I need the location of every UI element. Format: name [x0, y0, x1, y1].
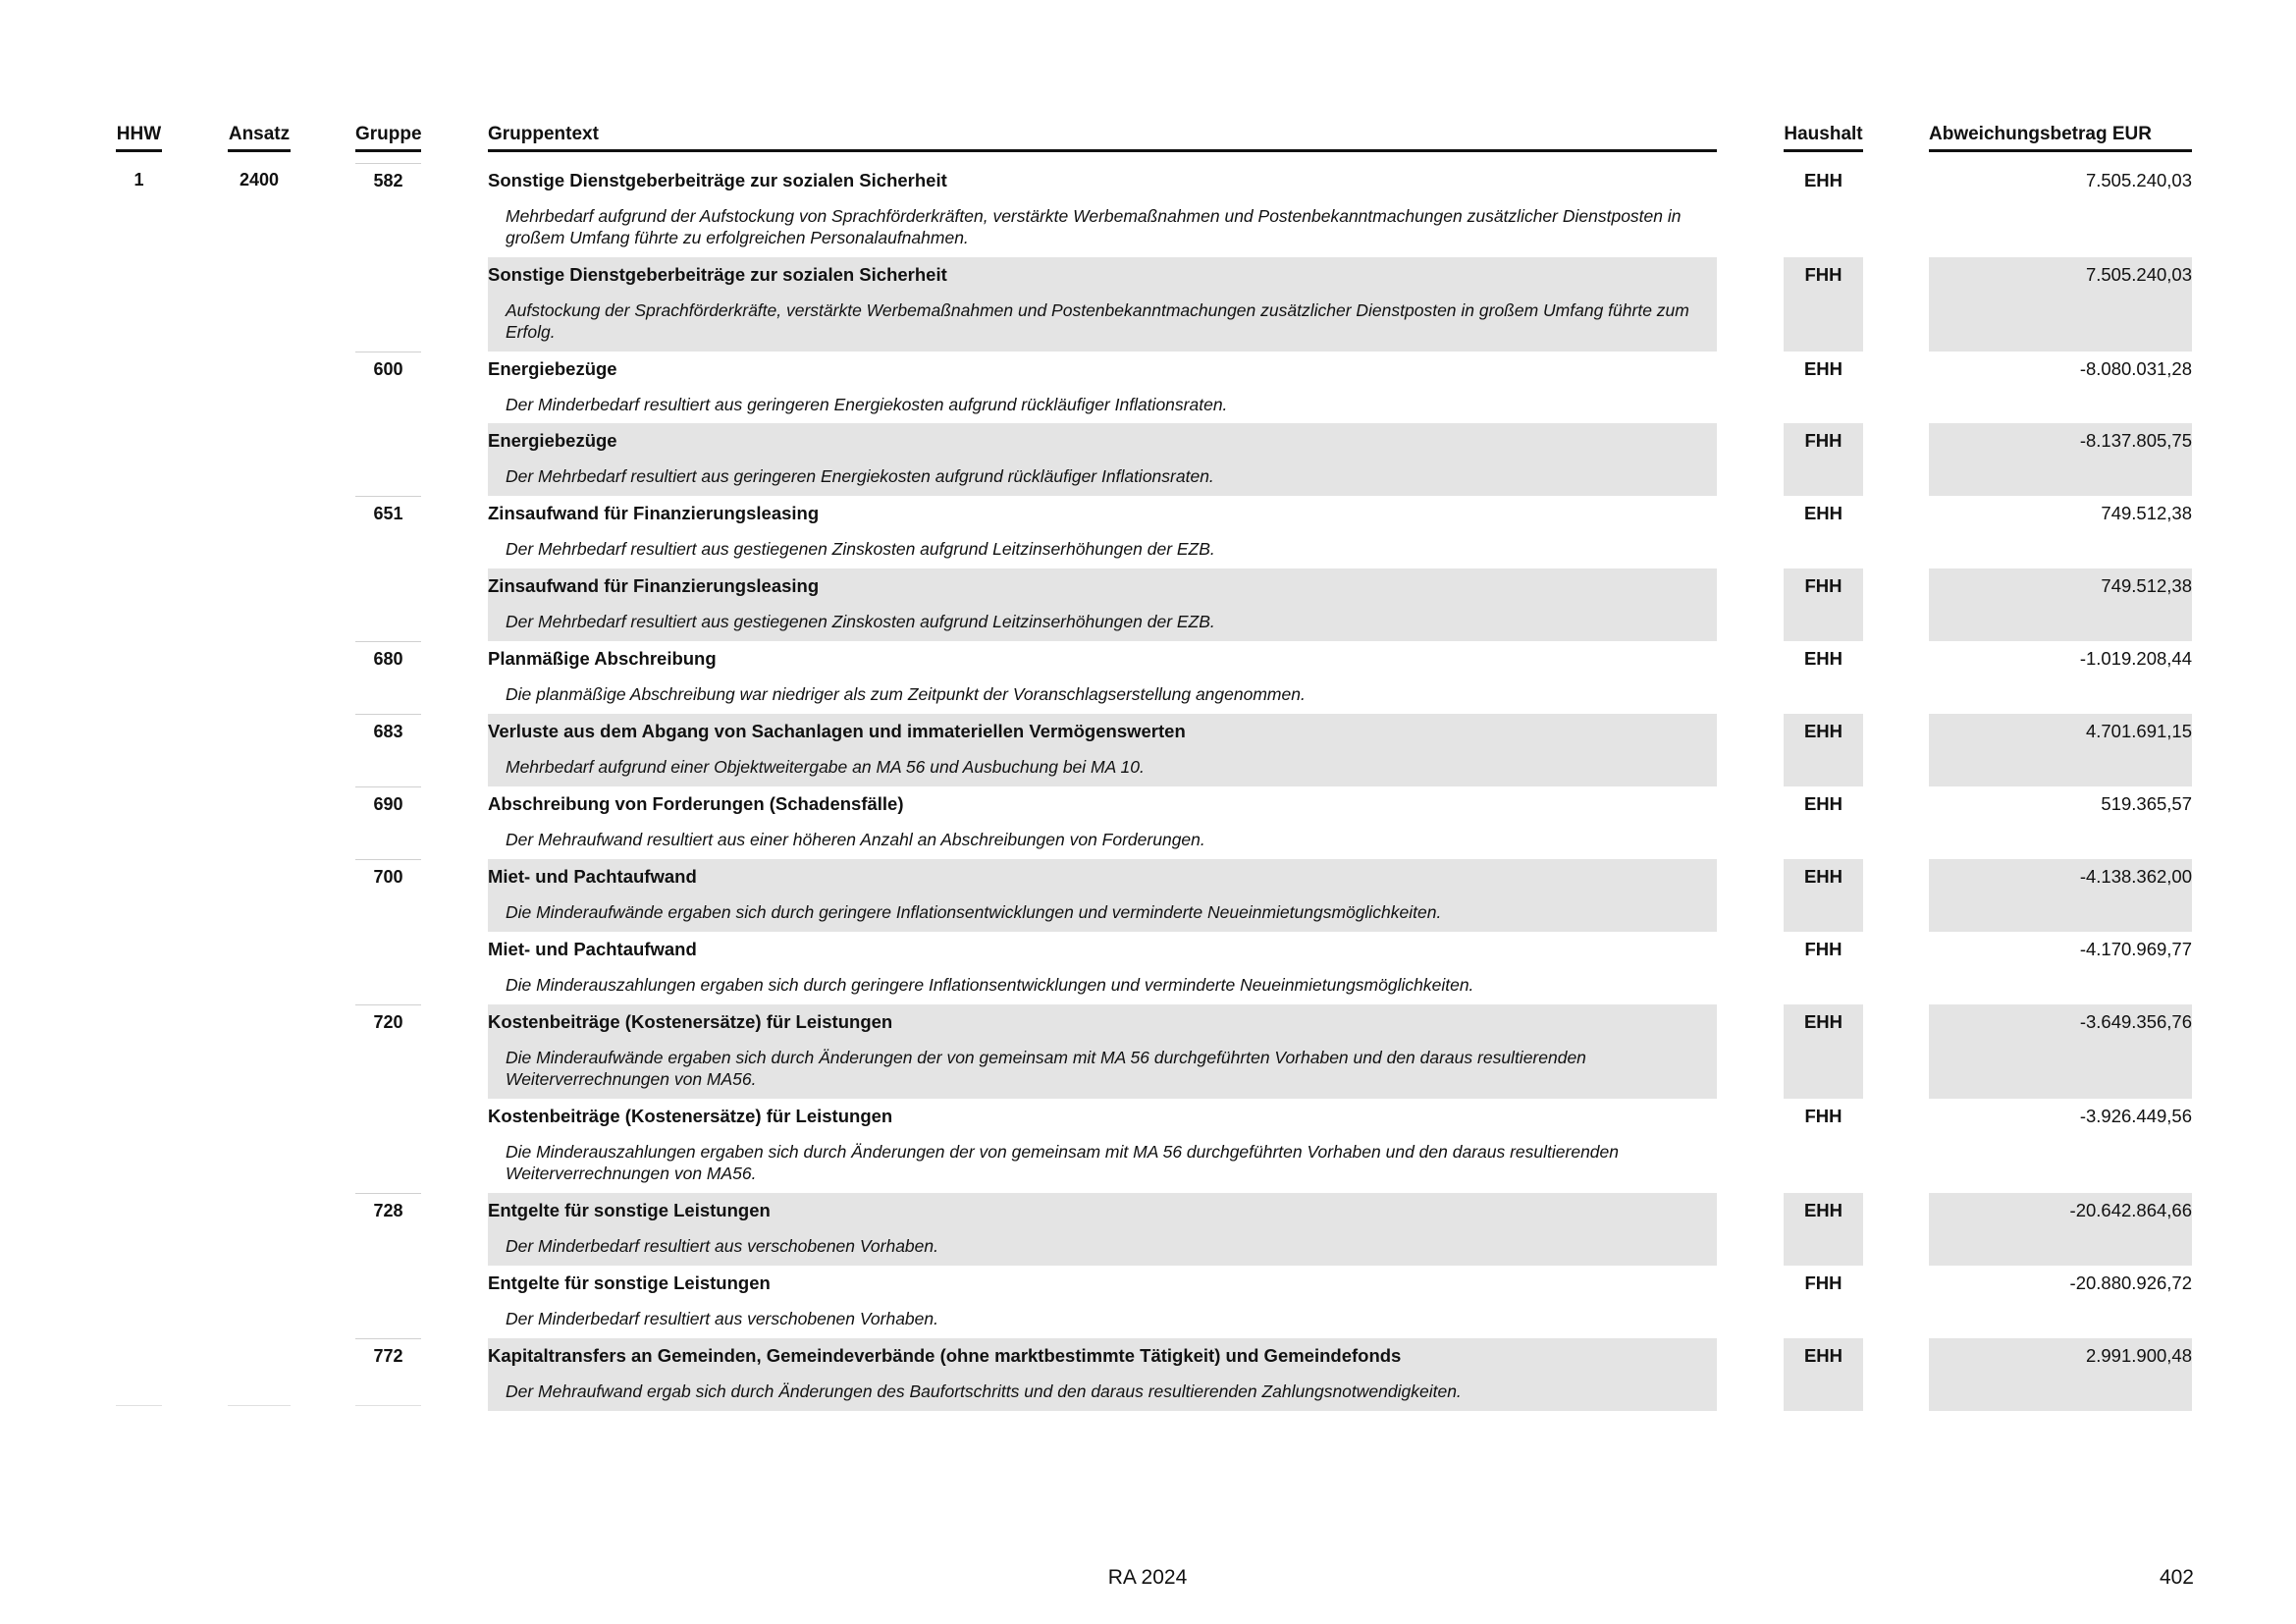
haushalt-cell: EHH — [1803, 503, 1843, 523]
haushalt-cell: EHH — [1803, 358, 1843, 379]
abweichungsbetrag-cell: -3.649.356,76 — [1929, 1004, 2192, 1099]
gruppentext-cell — [488, 1338, 1717, 1411]
table-row — [0, 163, 2296, 257]
hhw-cell — [116, 352, 162, 423]
group-title: Verluste aus dem Abgang von Sachanlagen und immateriellen Vermögenswerten — [488, 721, 1186, 741]
abweichungsbetrag-cell: -8.137.805,75 — [1929, 423, 2192, 496]
ansatz-cell — [228, 1004, 291, 1099]
hhw-cell — [116, 714, 162, 786]
gruppe-cell — [355, 568, 421, 641]
table-row — [0, 423, 2296, 496]
gruppe-cell: 582 — [355, 163, 421, 257]
trailing-rule — [116, 1405, 162, 1406]
table-row — [0, 352, 2296, 423]
table-row — [0, 1338, 2296, 1411]
group-title: Kostenbeiträge (Kostenersätze) für Leistungen — [488, 1011, 893, 1032]
hhw-cell — [116, 859, 162, 932]
table-row — [0, 641, 2296, 714]
group-description: Der Minderbedarf resultiert aus verschobenen Vorhaben. — [506, 1236, 938, 1256]
haushalt-cell: FHH — [1804, 1272, 1842, 1293]
gruppe-cell — [355, 423, 421, 496]
abweichungsbetrag-cell: 749.512,38 — [1929, 568, 2192, 641]
gruppe-cell — [355, 932, 421, 1004]
ansatz-cell — [228, 859, 291, 932]
table-row — [0, 932, 2296, 1004]
hhw-cell: 1 — [133, 170, 144, 189]
trailing-rule — [355, 1405, 421, 1406]
hhw-cell — [116, 257, 162, 352]
gruppe-cell: 683 — [355, 714, 421, 786]
haushalt-cell: EHH — [1784, 1338, 1863, 1411]
group-description: Der Mehrbedarf resultiert aus gestiegenen Zinskosten aufgrund Leitzinserhöhungen der EZB. — [506, 539, 1215, 559]
abweichungsbetrag-cell: 7.505.240,03 — [2085, 170, 2192, 190]
header-haushalt: Haushalt — [1784, 124, 1863, 152]
group-title: Abschreibung von Forderungen (Schadensfälle) — [488, 793, 904, 814]
gruppentext-cell — [488, 568, 1717, 641]
haushalt-cell: EHH — [1784, 1004, 1863, 1099]
gruppentext-cell — [488, 641, 1717, 714]
group-title: Kapitaltransfers an Gemeinden, Gemeindeverbände (ohne marktbestimmte Tätigkeit) und Gemeindefonds — [488, 1345, 1402, 1366]
group-title: Zinsaufwand für Finanzierungsleasing — [488, 503, 820, 523]
hhw-cell — [116, 932, 162, 1004]
group-description: Aufstockung der Sprachförderkräfte, verstärkte Werbemaßnahmen und Postenbekanntmachungen zusätzlicher Dienstposten in großem Umfang führte zum Erfolg. — [506, 300, 1689, 342]
ansatz-cell — [228, 423, 291, 496]
haushalt-cell: EHH — [1784, 859, 1863, 932]
gruppe-cell: 700 — [355, 859, 421, 932]
table-row — [0, 1266, 2296, 1338]
gruppentext-cell — [488, 423, 1717, 496]
gruppentext-cell — [488, 859, 1717, 932]
haushalt-cell: FHH — [1804, 939, 1842, 959]
ansatz-cell — [228, 1338, 291, 1411]
gruppentext-cell — [488, 352, 1717, 423]
ansatz-cell — [228, 1099, 291, 1193]
group-description: Der Minderbedarf resultiert aus geringeren Energiekosten aufgrund rückläufiger Inflationsraten. — [506, 395, 1228, 414]
table-body — [0, 163, 2296, 1411]
gruppentext-cell — [488, 786, 1717, 859]
gruppe-cell: 680 — [355, 641, 421, 714]
gruppe-cell — [355, 257, 421, 352]
hhw-cell — [116, 1004, 162, 1099]
table-row — [0, 786, 2296, 859]
haushalt-cell: FHH — [1784, 423, 1863, 496]
haushalt-cell: EHH — [1784, 714, 1863, 786]
abweichungsbetrag-cell: -3.926.449,56 — [2079, 1106, 2192, 1126]
group-description: Die Minderauszahlungen ergaben sich durch geringere Inflationsentwicklungen und verminderte Neueinmietungsmöglichkeiten. — [506, 975, 1474, 995]
gruppentext-cell — [488, 714, 1717, 786]
abweichungsbetrag-cell: 519.365,57 — [2101, 793, 2192, 814]
abweichungsbetrag-cell: -8.080.031,28 — [2079, 358, 2192, 379]
gruppentext-cell — [488, 257, 1717, 352]
abweichungsbetrag-cell: 7.505.240,03 — [1929, 257, 2192, 352]
group-title: Entgelte für sonstige Leistungen — [488, 1200, 771, 1220]
group-title: Energiebezüge — [488, 430, 617, 451]
group-description: Der Minderbedarf resultiert aus verschobenen Vorhaben. — [506, 1309, 938, 1328]
group-description: Mehrbedarf aufgrund einer Objektweitergabe an MA 56 und Ausbuchung bei MA 10. — [506, 757, 1145, 777]
header-gruppe: Gruppe — [355, 124, 421, 152]
header-hhw: HHW — [116, 124, 162, 152]
abweichungsbetrag-cell: -20.642.864,66 — [1929, 1193, 2192, 1266]
group-description: Die Minderaufwände ergaben sich durch geringere Inflationsentwicklungen und verminderte Neueinmietungsmöglichkeiten. — [506, 902, 1442, 922]
table-header — [0, 124, 2296, 153]
abweichungsbetrag-cell: 4.701.691,15 — [1929, 714, 2192, 786]
gruppe-cell: 728 — [355, 1193, 421, 1266]
table-row — [0, 1004, 2296, 1099]
footer-report-label: RA 2024 — [1107, 1566, 1188, 1589]
group-description: Der Mehrbedarf resultiert aus gestiegenen Zinskosten aufgrund Leitzinserhöhungen der EZB. — [506, 612, 1215, 631]
ansatz-cell: 2400 — [239, 170, 280, 189]
hhw-cell — [116, 496, 162, 568]
gruppe-cell — [355, 1266, 421, 1338]
haushalt-cell: EHH — [1803, 793, 1843, 814]
haushalt-cell: FHH — [1784, 568, 1863, 641]
header-gruppentext: Gruppentext — [488, 124, 1717, 152]
gruppe-cell: 600 — [355, 352, 421, 423]
abweichungsbetrag-cell: -1.019.208,44 — [2079, 648, 2192, 669]
hhw-cell — [116, 1266, 162, 1338]
page-number: 402 — [2159, 1566, 2194, 1589]
abweichungsbetrag-cell: 749.512,38 — [2101, 503, 2192, 523]
group-description: Der Mehrbedarf resultiert aus geringeren Energiekosten aufgrund rückläufiger Inflationsraten. — [506, 466, 1214, 486]
group-description: Der Mehraufwand ergab sich durch Änderungen des Baufortschritts und den daraus resultierenden Zahlungsnotwendigkeiten. — [506, 1381, 1462, 1401]
ansatz-cell — [228, 714, 291, 786]
table-row — [0, 714, 2296, 786]
abweichungsbetrag-cell: -4.170.969,77 — [2079, 939, 2192, 959]
header-ansatz: Ansatz — [228, 124, 291, 152]
table-row — [0, 496, 2296, 568]
gruppe-cell: 720 — [355, 1004, 421, 1099]
header-abweichungsbetrag: Abweichungsbetrag EUR — [1929, 124, 2192, 152]
group-title: Entgelte für sonstige Leistungen — [488, 1272, 771, 1293]
ansatz-cell — [228, 1193, 291, 1266]
table-row — [0, 1193, 2296, 1266]
abweichungsbetrag-cell: 2.991.900,48 — [1929, 1338, 2192, 1411]
table-row — [0, 568, 2296, 641]
ansatz-cell — [228, 1266, 291, 1338]
ansatz-cell — [228, 786, 291, 859]
gruppe-cell: 772 — [355, 1338, 421, 1411]
group-description: Die Minderaufwände ergaben sich durch Änderungen der von gemeinsam mit MA 56 durchgeführten Vorhaben und den daraus resultierenden Weiterverrechnungen von MA56. — [506, 1048, 1586, 1089]
gruppentext-cell — [488, 163, 1717, 257]
ansatz-cell — [228, 496, 291, 568]
abweichungsbetrag-cell: -20.880.926,72 — [2069, 1272, 2192, 1293]
haushalt-cell: EHH — [1784, 1193, 1863, 1266]
group-description: Die planmäßige Abschreibung war niedriger als zum Zeitpunkt der Voranschlagserstellung angenommen. — [506, 684, 1306, 704]
hhw-cell — [116, 641, 162, 714]
hhw-cell — [116, 423, 162, 496]
ansatz-cell — [228, 568, 291, 641]
gruppe-cell: 651 — [355, 496, 421, 568]
abweichungsbetrag-cell: -4.138.362,00 — [1929, 859, 2192, 932]
hhw-cell — [116, 1338, 162, 1411]
gruppentext-cell — [488, 1266, 1717, 1338]
group-title: Miet- und Pachtaufwand — [488, 939, 697, 959]
gruppentext-cell — [488, 1193, 1717, 1266]
gruppentext-cell — [488, 1099, 1717, 1193]
hhw-cell — [116, 1099, 162, 1193]
group-description: Mehrbedarf aufgrund der Aufstockung von Sprachförderkräften, verstärkte Werbemaßnahmen und Postenbekanntmachungen zusätzlicher Dienstposten in großem Umfang führte zu erfolgreichen Personalaufnahmen. — [506, 206, 1682, 247]
gruppentext-cell — [488, 1004, 1717, 1099]
group-title: Planmäßige Abschreibung — [488, 648, 717, 669]
group-description: Die Minderauszahlungen ergaben sich durch Änderungen der von gemeinsam mit MA 56 durchgeführten Vorhaben und den daraus resultierenden Weiterverrechnungen von MA56. — [506, 1142, 1620, 1183]
haushalt-cell: FHH — [1784, 257, 1863, 352]
gruppe-cell: 690 — [355, 786, 421, 859]
hhw-cell — [116, 568, 162, 641]
haushalt-cell: EHH — [1803, 170, 1843, 190]
ansatz-cell — [228, 257, 291, 352]
ansatz-cell — [228, 641, 291, 714]
gruppentext-cell — [488, 496, 1717, 568]
group-title: Miet- und Pachtaufwand — [488, 866, 697, 887]
gruppentext-cell — [488, 932, 1717, 1004]
table-row — [0, 859, 2296, 932]
group-title: Sonstige Dienstgeberbeiträge zur sozialen Sicherheit — [488, 264, 947, 285]
table-row — [0, 257, 2296, 352]
gruppe-cell — [355, 1099, 421, 1193]
group-title: Energiebezüge — [488, 358, 617, 379]
group-title: Kostenbeiträge (Kostenersätze) für Leistungen — [488, 1106, 893, 1126]
ansatz-cell — [228, 352, 291, 423]
group-title: Sonstige Dienstgeberbeiträge zur sozialen Sicherheit — [488, 170, 947, 190]
ansatz-cell — [228, 932, 291, 1004]
haushalt-cell: EHH — [1803, 648, 1843, 669]
group-description: Der Mehraufwand resultiert aus einer höheren Anzahl an Abschreibungen von Forderungen. — [506, 830, 1205, 849]
table-row — [0, 1099, 2296, 1193]
hhw-cell — [116, 1193, 162, 1266]
group-title: Zinsaufwand für Finanzierungsleasing — [488, 575, 820, 596]
hhw-cell — [116, 786, 162, 859]
haushalt-cell: FHH — [1804, 1106, 1842, 1126]
trailing-rule — [228, 1405, 291, 1406]
